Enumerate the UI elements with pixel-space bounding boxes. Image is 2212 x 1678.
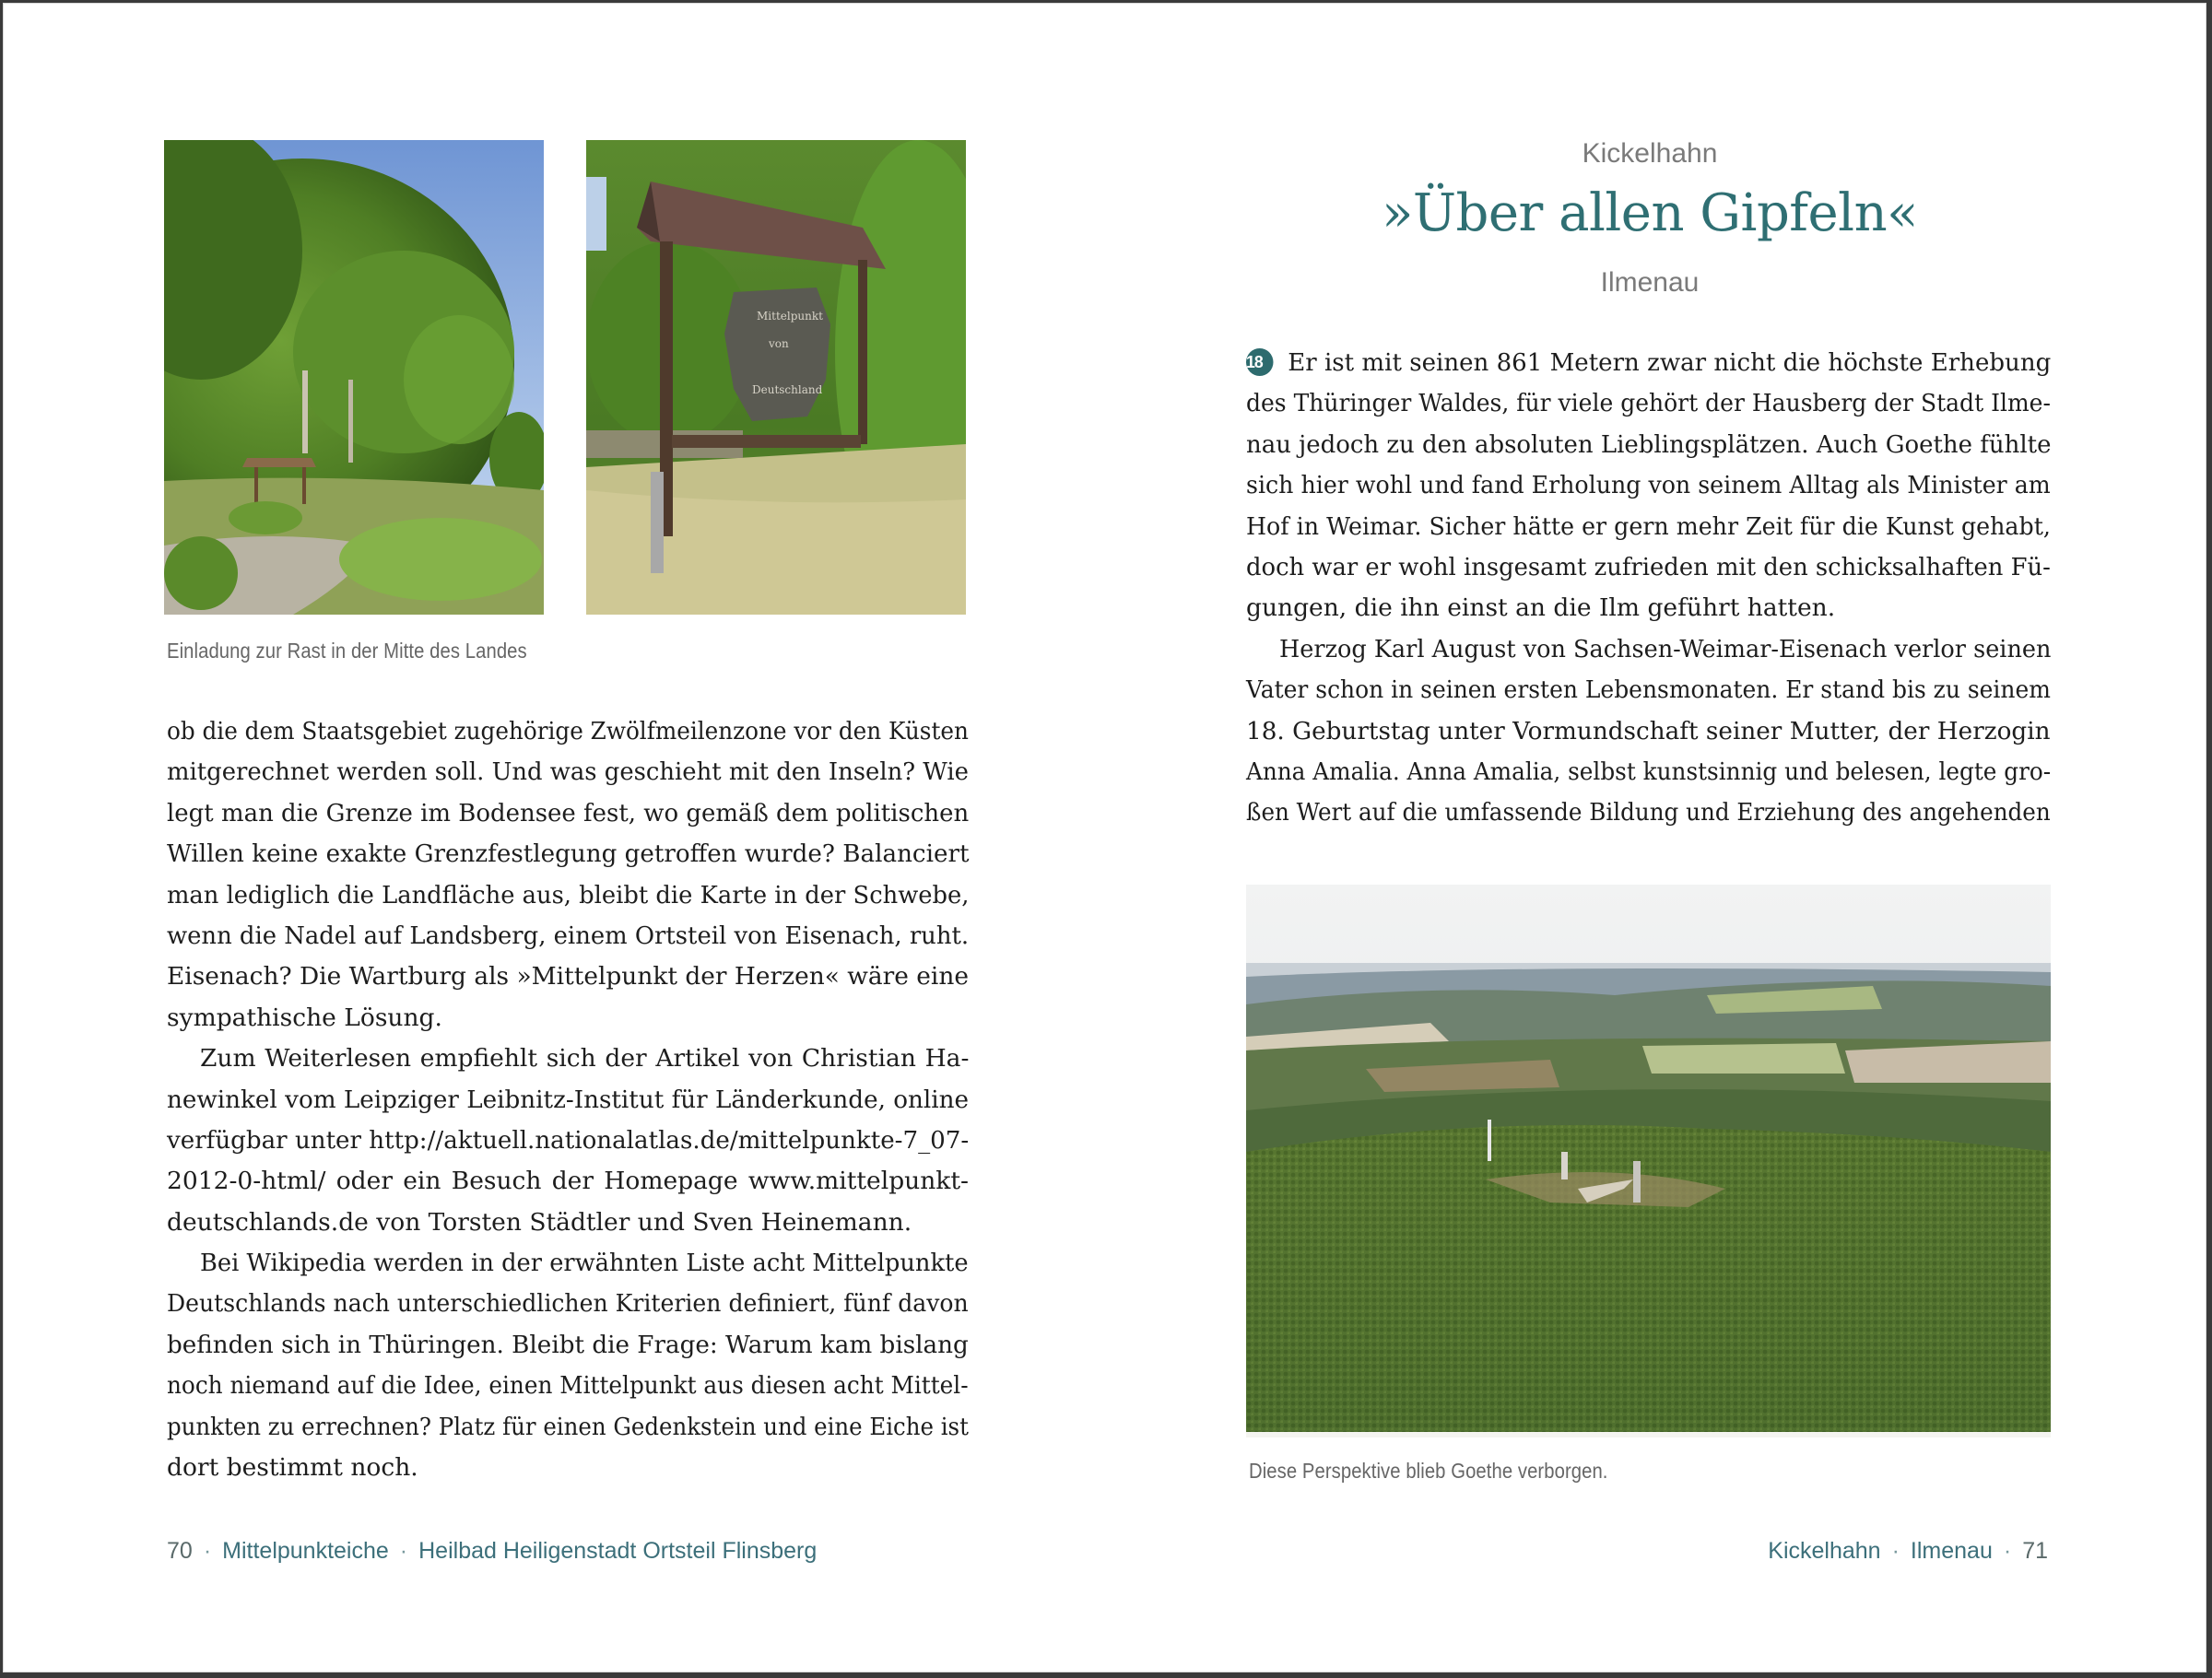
- footer-separator: ·: [203, 1538, 212, 1564]
- right-body-text: [1246, 343, 2051, 834]
- text-line: 18. Geburtstag unter Vormundschaft seiner Mutter, der Herzogin: [1246, 716, 2051, 745]
- footer-separator: ·: [1891, 1538, 1900, 1564]
- tree-rest-area-photo: [164, 140, 544, 615]
- left-page-footer: [167, 1538, 817, 1565]
- chapter-kicker: Kickelhahn: [1582, 138, 1718, 169]
- text-line: sympathische Lösung.: [167, 1003, 442, 1032]
- page-number: 70: [167, 1538, 193, 1564]
- text-line: wenn die Nadel auf Landsberg, einem Ortsteil von Eisenach, ruht.: [167, 921, 970, 950]
- location-number-badge: 18: [1246, 348, 1273, 376]
- page-number: 71: [2022, 1538, 2048, 1564]
- text-line: man lediglich die Landfläche aus, bleibt die Karte in der Schwebe,: [167, 880, 970, 909]
- text-line: Hof in Weimar. Sicher hätte er gern mehr Zeit für die Kunst gehabt,: [1246, 511, 2051, 541]
- text-line: ßen Wert auf die umfassende Bildung und Erziehung des angehenden: [1246, 798, 2051, 827]
- text-line: mitgerechnet werden soll. Und was geschieht mit den Inseln? Wie: [167, 757, 969, 787]
- text-line: des Thüringer Waldes, für viele gehört der Hausberg der Stadt Ilme-: [1246, 389, 2051, 418]
- text-line: ob die dem Staatsgebiet zugehörige Zwölfmeilenzone vor den Küsten: [167, 717, 969, 745]
- text-line: [1246, 343, 2051, 383]
- text-line: sich hier wohl und fand Erholung von seinem Alltag als Minister am: [1246, 471, 2051, 500]
- footer-location: Heilbad Heiligenstadt Ortsteil Flinsberg: [418, 1538, 818, 1564]
- text-line: newinkel vom Leipziger Leibnitz-Institut für Länderkunde, online: [167, 1085, 970, 1114]
- svg-text:Mittelpunkt: Mittelpunkt: [757, 310, 823, 323]
- text-line: 2012-0-html/ oder ein Besuch der Homepage www.mittelpunkt-: [167, 1167, 969, 1196]
- svg-text:Deutschland: Deutschland: [752, 383, 823, 396]
- text-line: doch war er wohl insgesamt zufrieden mit den schicksalhaften Fü-: [1246, 552, 2051, 581]
- footer-location: Ilmenau: [1910, 1538, 1993, 1564]
- text-line: Anna Amalia. Anna Amalia, selbst kunstsinnig und belesen, legte gro-: [1246, 757, 2052, 786]
- text-line: punkten zu errechnen? Platz für einen Gedenkstein und eine Eiche ist: [167, 1412, 969, 1441]
- text-line: Bei Wikipedia werden in der erwähnten Liste acht Mittelpunkte: [200, 1249, 969, 1278]
- text-line: gungen, die ihn einst an die Ilm geführt hatten.: [1246, 593, 1836, 623]
- text-line: dort bestimmt noch.: [167, 1453, 418, 1483]
- paragraph: [167, 711, 969, 1038]
- text-line: verfügbar unter http://aktuell.nationalatlas.de/mittelpunkte-7_07-: [167, 1125, 970, 1155]
- right-page-footer: [1768, 1538, 2048, 1565]
- footer-section: Kickelhahn: [1768, 1538, 1881, 1564]
- text-line: noch niemand auf die Idee, einen Mittelpunkt aus diesen acht Mittel-: [167, 1371, 969, 1401]
- text-line: Zum Weiterlesen empfiehlt sich der Artikel von Christian Ha-: [200, 1044, 970, 1074]
- text-line: Vater schon in seinen ersten Lebensmonaten. Er stand bis zu seinem: [1246, 675, 2051, 705]
- aerial-forest-photo: [1246, 885, 2051, 1437]
- paragraph: [167, 1243, 969, 1488]
- text-line: befinden sich in Thüringen. Bleibt die Frage: Warum kam bislang: [167, 1330, 969, 1359]
- footer-section: Mittelpunkteiche: [222, 1538, 389, 1564]
- text-line: deutschlands.de von Torsten Städtler und Sven Heinemann.: [167, 1207, 912, 1237]
- text-line: nau jedoch zu den absoluten Lieblingsplätzen. Auch Goethe fühlte: [1246, 429, 2052, 459]
- paragraph: [1246, 629, 2051, 834]
- chapter-subtitle: Ilmenau: [1600, 267, 1700, 298]
- signboard-photo: [586, 140, 966, 615]
- chapter-title: »Über allen Gipfeln«: [1382, 183, 1918, 243]
- footer-separator: ·: [399, 1538, 408, 1564]
- book-spread: [3, 3, 2206, 1672]
- text-line: Deutschlands nach unterschiedlichen Kriterien definiert, fünf davon: [167, 1289, 969, 1319]
- text-line: Eisenach? Die Wartburg als »Mittelpunkt der Herzen« wäre eine: [167, 962, 969, 992]
- right-photo-caption: Diese Perspektive blieb Goethe verborgen.: [1249, 1459, 1608, 1483]
- footer-separator: ·: [2003, 1538, 2012, 1564]
- text-line-content: Er ist mit seinen 861 Metern zwar nicht die höchste Erhebung: [1288, 348, 2052, 377]
- paragraph: [1246, 343, 2051, 629]
- text-line: legt man die Grenze im Bodensee fest, wo gemäß dem politischen: [167, 798, 970, 827]
- left-body-text: [167, 711, 969, 1488]
- svg-text:von: von: [769, 337, 789, 350]
- text-line: Willen keine exakte Grenzfestlegung getroffen wurde? Balanciert: [167, 839, 970, 869]
- paragraph: [167, 1038, 969, 1243]
- left-photo-caption: Einladung zur Rast in der Mitte des Landes: [167, 639, 527, 663]
- text-line: Herzog Karl August von Sachsen-Weimar-Eisenach verlor seinen: [1279, 634, 2052, 663]
